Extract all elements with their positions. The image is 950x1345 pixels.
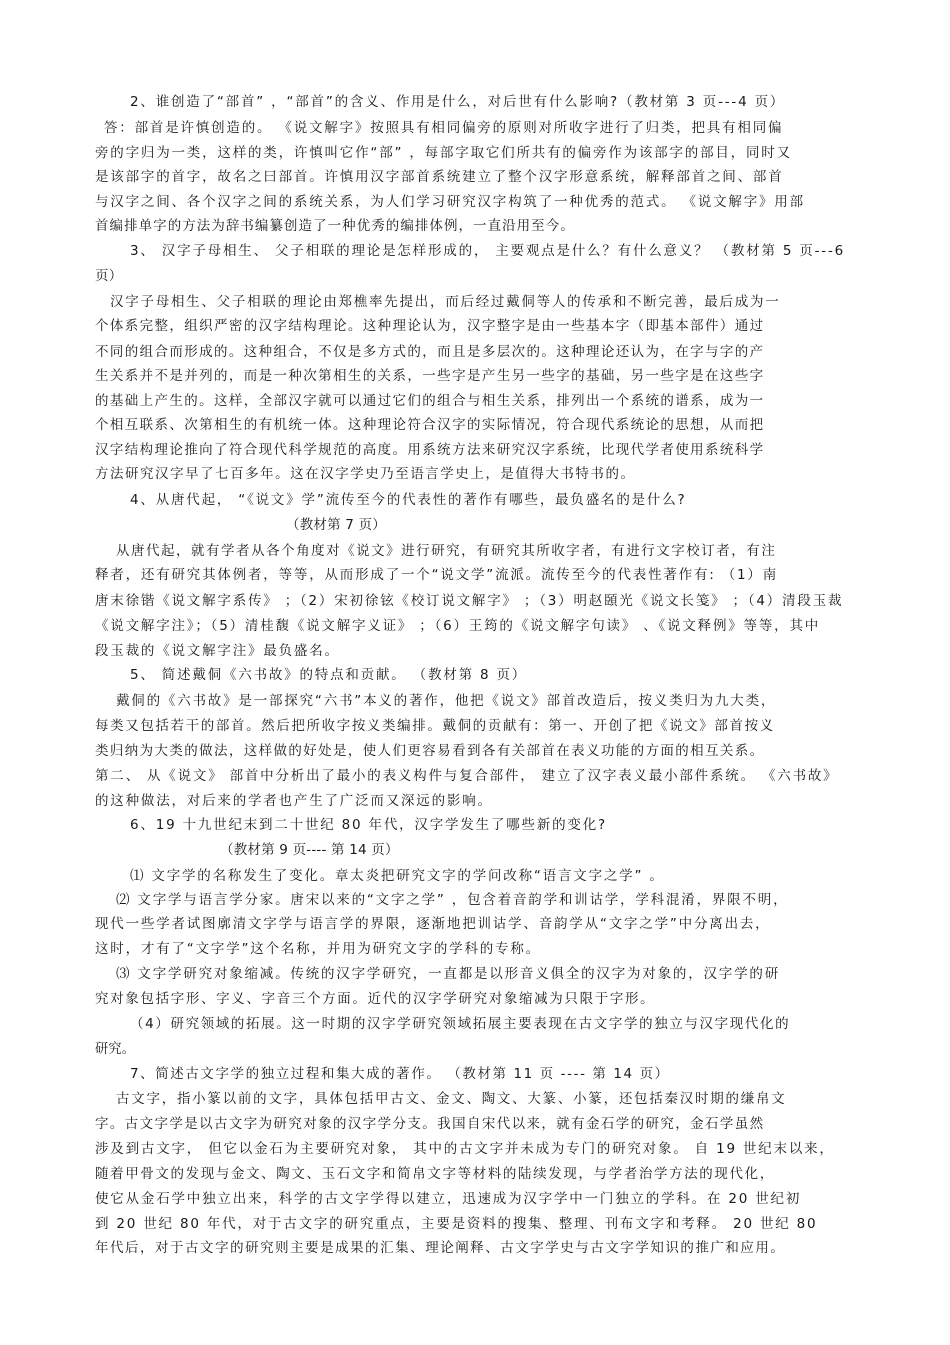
text-line: 汉字结构理论推向了符合现代科学规范的高度。用系统方法来研究汉字系统，比现代学者使用系统科学 xyxy=(95,442,765,458)
text-line: 5、 简述戴侗《六书故》的特点和贡献。 （教材第 8 页） xyxy=(130,667,528,683)
text-line: 使它从金石学中独立出来，科学的古文字学得以建立，迅速成为汉字学中一门独立的学科。在 20 世纪初 xyxy=(95,1191,802,1207)
text-line: 不同的组合而形成的。这种组合，不仅是多方式的，而且是多层次的。这种理论还认为，在字与字的产 xyxy=(95,344,765,360)
text-line: 的这种做法，对后来的学者也产生了广泛而又深远的影响。 xyxy=(95,793,493,809)
text-line: 现代一些学者试图廓清文字学与语言学的界限，逐渐地把训诂学、音韵学从“文字之学”中分离出去， xyxy=(95,916,771,932)
text-line: 6、19 十九世纪末到二十世纪 80 年代，汉字学发生了哪些新的变化? xyxy=(130,817,607,833)
text-line: 第二、 从《说文》 部首中分析出了最小的表义构件与复合部件， 建立了汉字表义最小部件系统。 《六书故》 xyxy=(95,768,839,784)
text-line: 2、谁创造了“部首” ，“部首”的含义、作用是什么，对后世有什么影响?（教材第 3 页---4 页） xyxy=(130,94,786,110)
text-line: 年代后，对于古文字的研究则主要是成果的汇集、理论阐释、古文字学史与古文字学知识的推广和应用。 xyxy=(95,1240,786,1256)
text-line: 释者，还有研究其体例者，等等，从而形成了一个“说文学”流派。流传至今的代表性著作有: （1）南 xyxy=(95,567,779,583)
text-line: 的基础上产生的。这样，全部汉字就可以通过它们的组合与相生关系，排列出一个系统的谱系，成为一 xyxy=(95,393,765,409)
text-line: 旁的字归为一类，这样的类，许慎叫它作“部” ，每部字取它们所共有的偏旁作为该部字的部目，同时又 xyxy=(95,145,792,161)
text-line: 是该部字的首字，故名之曰部首。许慎用汉字部首系统建立了整个汉字形意系统，解释部首之间、部首 xyxy=(95,169,784,185)
text-line: 答：部首是许慎创造的。 《说文解字》按照具有相同偏旁的原则对所收字进行了归类，把具有相同偏 xyxy=(104,120,784,136)
text-line: 唐末徐锴《说文解字系传》 ；（2）宋初徐铉《校订说文解字》 ；（3）明赵頣光《说文长笺》 ；（4）清段玉裁 xyxy=(95,593,844,609)
text-line: 个相互联系、次第相生的有机统一体。这种理论符合汉字的实际情况，符合现代系统论的思想，从而把 xyxy=(95,417,765,433)
text-line: ⑶ 文字学研究对象缩减。传统的汉字学研究，一直都是以形音义俱全的汉字为对象的，汉字学的研 xyxy=(116,966,780,982)
text-line: 从唐代起，就有学者从各个角度对《说文》进行研究，有研究其所收字者，有进行文字校订者，有注 xyxy=(116,543,777,559)
text-line: 戴侗的《六书故》是一部探究“六书”本义的著作，他把《说文》部首改造后，按义类归为九大类， xyxy=(116,693,777,709)
text-line: 随着甲骨文的发现与金文、陶文、玉石文字和简帛文字等材料的陆续发现，与学者治学方法的现代化， xyxy=(95,1166,775,1182)
text-line: 研究。 xyxy=(95,1041,136,1057)
text-line: 段玉裁的《说文解字注》最负盛名。 xyxy=(95,643,340,659)
text-line: 页） xyxy=(95,268,123,284)
text-line: 究对象包括字形、字义、字音三个方面。近代的汉字学研究对象缩减为只限于字形。 xyxy=(95,991,656,1007)
text-line: 生关系并不是并列的，而是一种次第相生的关系，一些字是产生另一些字的基础，另一些字是在这些字 xyxy=(95,368,765,384)
text-line: 方法研究汉字早了七百多年。这在汉字学史乃至语言学史上，是值得大书特书的。 xyxy=(95,466,636,482)
text-line: 古文字，指小篆以前的文字，具体包括甲古文、金文、陶文、大篆、小篆，还包括秦汉时期的缣帛文 xyxy=(116,1091,787,1107)
text-line: 涉及到古文字， 但它以金石为主要研究对象， 其中的古文字并未成为专门的研究对象。 自 19 世纪末以来， xyxy=(95,1141,835,1157)
text-line: ⑵ 文字学与语言学分家。唐宋以来的“文字之学” ，包含着音韵学和训诂学，学科混淆，界限不明， xyxy=(116,892,789,908)
text-line: 个体系完整，组织严密的汉字结构理论。这种理论认为，汉字整字是由一些基本字（即基本部件）通过 xyxy=(95,318,765,334)
text-line: （4）研究领域的拓展。这一时期的汉字学研究领域拓展主要表现在古文字学的独立与汉字现代化的 xyxy=(130,1016,791,1032)
text-line: 这时，才有了“文字学”这个名称，并用为研究文字的学科的专称。 xyxy=(95,941,541,957)
text-line: 7、简述古文字学的独立过程和集大成的著作。 （教材第 11 页 ---- 第 14 页） xyxy=(130,1066,670,1082)
text-line: （教材第 9 页---- 第 14 页） xyxy=(220,842,399,858)
text-line: ⑴ 文字学的名称发生了变化。章太炎把研究文字的学问改称“语言文字之学” 。 xyxy=(130,868,665,884)
text-line: 字。古文字学是以古文字为研究对象的汉字学分支。我国自宋代以来，就有金石学的研究，金石学虽然 xyxy=(95,1116,765,1132)
text-line: 《说文解字注》；（5）清桂馥《说文解字义证》 ；（6）王筠的《说文解字句读》 、《说文释例》等等，其中 xyxy=(95,618,821,634)
text-line: 4、从唐代起， “《说文》学”流传至今的代表性的著作有哪些，最负盛名的是什么? xyxy=(130,492,687,508)
text-line: 类归纳为大类的做法，这样做的好处是，使人们更容易看到各有关部首在表义功能的方面的相互关系。 xyxy=(95,743,765,759)
text-line: 与汉字之间、各个汉字之间的系统关系，为人们学习研究汉字构筑了一种优秀的范式。 《说文解字》用部 xyxy=(95,194,805,210)
text-line: 首编排单字的方法为辞书编纂创造了一种优秀的编排体例，一直沿用至今。 xyxy=(95,218,575,234)
text-line: 每类又包括若干的部首。然后把所收字按义类编排。戴侗的贡献有：第一、开创了把《说文》部首按义 xyxy=(95,718,775,734)
text-line: 3、 汉字子母相生、 父子相联的理论是怎样形成的， 主要观点是什么？有什么意义？ （教材第 5 页---6 xyxy=(130,243,846,259)
text-line: （教材第 7 页） xyxy=(286,517,386,533)
text-line: 到 20 世纪 80 年代，对于古文字的研究重点，主要是资料的搜集、整理、刊布文字和考释。 20 世纪 80 xyxy=(95,1216,818,1232)
text-line: 汉字子母相生、父子相联的理论由郑樵率先提出，而后经过戴侗等人的传承和不断完善，最后成为一 xyxy=(110,294,781,310)
